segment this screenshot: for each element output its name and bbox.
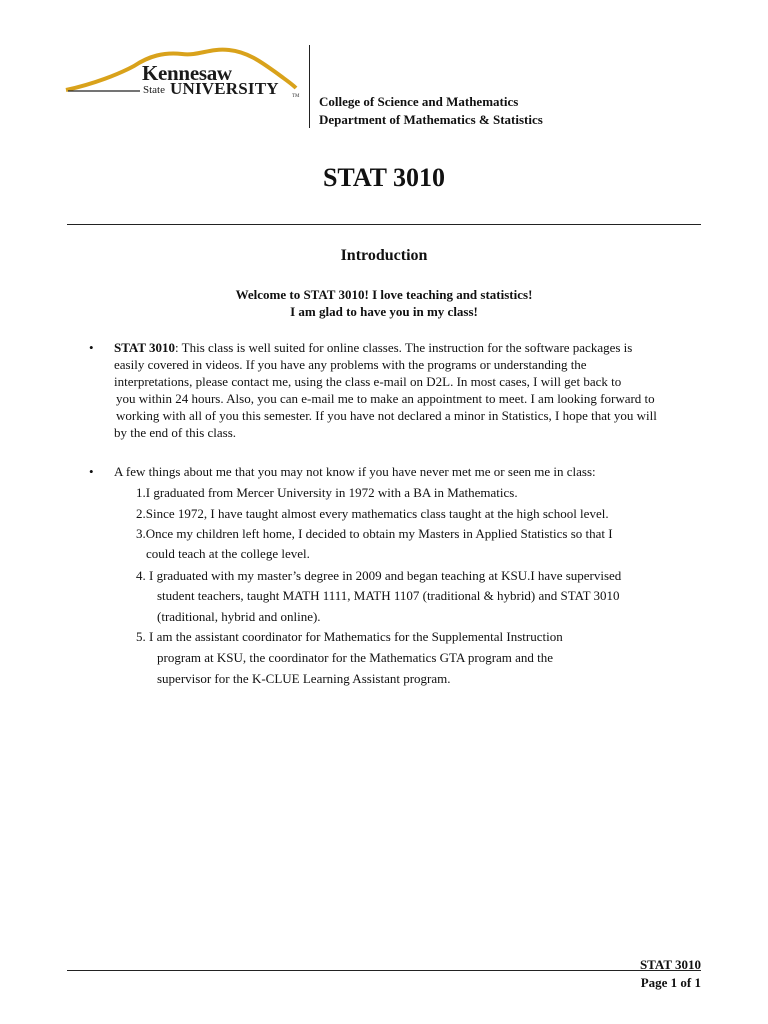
page-number: Page 1 of 1 <box>640 975 701 990</box>
list-item-4-line-2: student teachers, taught MATH 1111, MATH 1107 (traditional & hybrid) and STAT 3010 <box>157 588 620 603</box>
footer-course: STAT 3010 <box>639 957 701 972</box>
bullet-1-lead: STAT 3010 <box>114 340 176 355</box>
list-item-2: 2.Since 1972, I have taught almost every mathematics class taught at the high school level. <box>136 506 609 521</box>
department-name: Department of Mathematics & Statistics <box>319 112 543 127</box>
college-name: College of Science and Mathematics <box>319 94 519 109</box>
section-heading: Introduction <box>340 247 428 264</box>
logo-university: UNIVERSITY <box>170 79 279 98</box>
list-item-3-line-1: 3.Once my children left home, I decided to obtain my Masters in Applied Statistics so that I <box>136 526 613 541</box>
welcome-line-1: Welcome to STAT 3010! I love teaching and statistics! <box>235 287 533 302</box>
bullet-1-line-2: easily covered in videos. If you have any problems with the programs or understanding the <box>114 357 587 372</box>
page-title: STAT 3010 <box>322 163 446 192</box>
top-rule <box>67 224 701 225</box>
bullet-1-line-1 <box>114 340 632 356</box>
footer-rule <box>67 970 701 971</box>
list-item-4-line-1: 4. I graduated with my master’s degree in 2009 and began teaching at KSU.I have supervised <box>136 568 622 583</box>
logo-name-top: Kennesaw <box>142 61 232 85</box>
list-item-5-line-1: 5. I am the assistant coordinator for Mathematics for the Supplemental Instruction <box>136 629 563 644</box>
bullet-1-line-4: you within 24 hours. Also, you can e-mail me to make an appointment to meet. I am looking forward to <box>116 391 655 406</box>
header-divider <box>309 45 310 128</box>
list-item-5-line-2: program at KSU, the coordinator for the Mathematics GTA program and the <box>157 650 554 665</box>
list-item-3-line-2: could teach at the college level. <box>146 546 310 561</box>
bullet-1-line-6: by the end of this class. <box>114 425 237 440</box>
logo-trademark: TM <box>292 94 300 99</box>
list-item-4-line-3: (traditional, hybrid and online). <box>157 609 321 624</box>
list-item-1: 1.I graduated from Mercer University in 1972 with a BA in Mathematics. <box>136 485 518 500</box>
bullet-1-line-5: working with all of you this semester. If you have not declared a minor in Statistics, I hope that you will <box>116 408 657 423</box>
bullet-icon: • <box>89 464 94 479</box>
bullet-1-line-1-text: : This class is well suited for online classes. The instruction for the software packages is <box>175 340 633 355</box>
list-item-5-line-3: supervisor for the K-CLUE Learning Assistant program. <box>157 671 451 686</box>
bullet-1-line-3: interpretations, please contact me, using the class e-mail on D2L. In most cases, I will get back to <box>114 374 622 389</box>
bullet-2-intro: A few things about me that you may not know if you have never met me or seen me in class: <box>114 464 596 479</box>
welcome-line-2: I am glad to have you in my class! <box>290 304 478 319</box>
logo-state: State <box>143 84 165 96</box>
university-logo <box>64 44 304 108</box>
bullet-icon: • <box>89 340 94 355</box>
